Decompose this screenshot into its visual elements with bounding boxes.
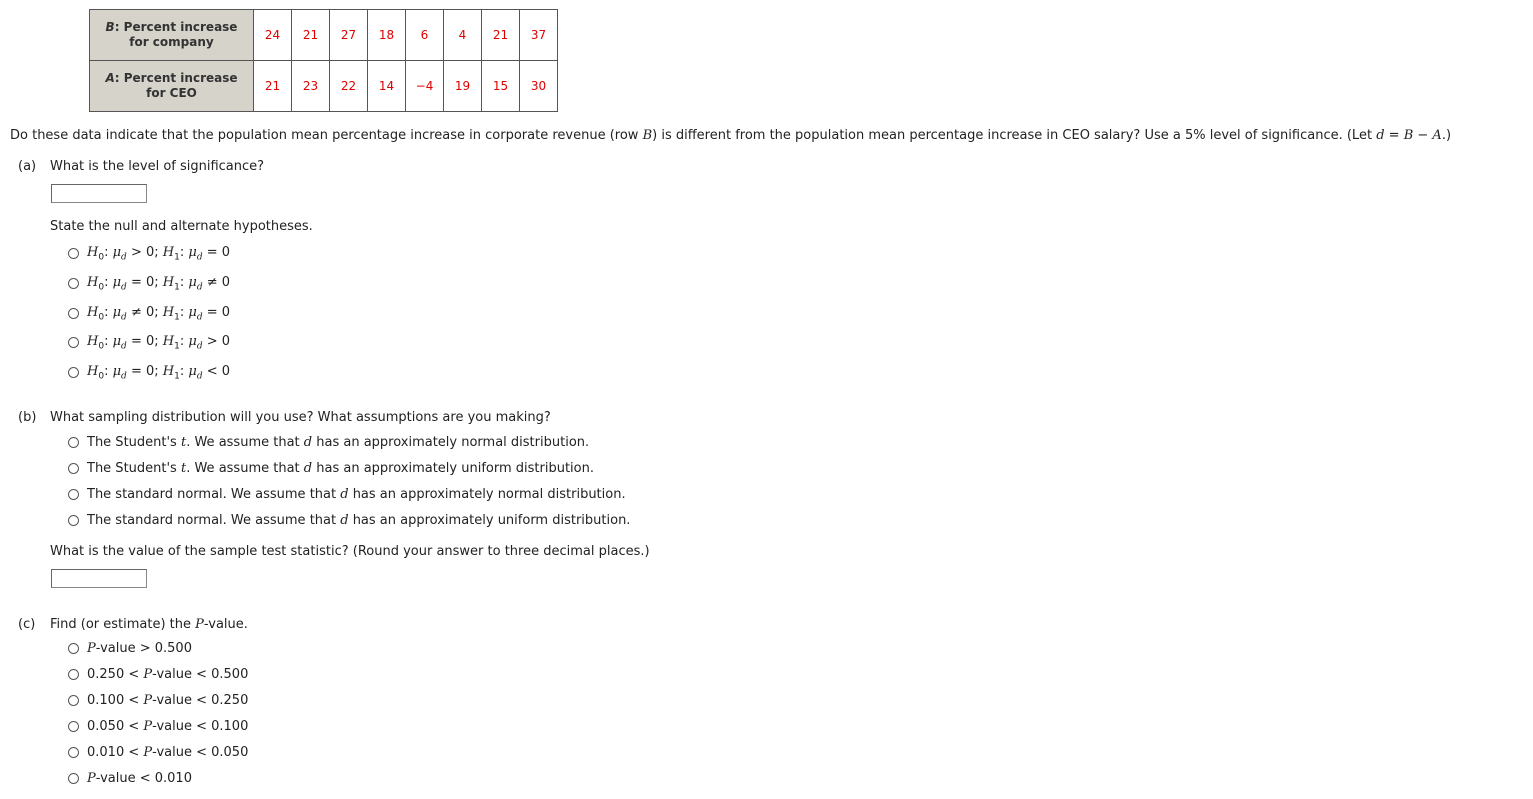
row-b-header: B: Percent increase for company	[90, 10, 254, 61]
row-b-value: 37	[520, 10, 558, 61]
distribution-text: The Student's t. We assume that d has an approximately uniform distribution.	[87, 461, 594, 476]
distribution-text: The standard normal. We assume that d has an approximately uniform distribution.	[87, 513, 631, 528]
p-value-option[interactable]	[68, 745, 248, 760]
distribution-option[interactable]	[68, 487, 626, 502]
radio-button[interactable]	[68, 773, 79, 784]
distribution-option[interactable]	[68, 435, 589, 450]
row-a-value: 21	[254, 61, 292, 112]
significance-input[interactable]	[51, 184, 147, 203]
distribution-option[interactable]	[68, 461, 594, 476]
radio-button[interactable]	[68, 463, 79, 474]
data-table	[89, 9, 558, 112]
hypothesis-text: $H_0$: $\mu_d = 0$; $H_1$: $\mu_d > 0$	[87, 334, 231, 352]
radio-button[interactable]	[68, 747, 79, 758]
row-b-value: 6	[406, 10, 444, 61]
radio-button[interactable]	[68, 278, 79, 289]
distribution-option[interactable]	[68, 513, 630, 528]
p-value-option[interactable]	[68, 719, 248, 734]
hypothesis-option[interactable]	[68, 334, 230, 352]
radio-button[interactable]	[68, 337, 79, 348]
p-value-text: P-value > 0.500	[87, 641, 192, 656]
p-value-option[interactable]	[68, 771, 192, 786]
hypothesis-option[interactable]	[68, 364, 230, 382]
radio-button[interactable]	[68, 695, 79, 706]
radio-button[interactable]	[68, 437, 79, 448]
p-value-option[interactable]	[68, 667, 248, 682]
hypothesis-text: $H_0$: $\mu_d = 0$; $H_1$: $\mu_d < 0$	[87, 364, 231, 382]
hypotheses-prompt: State the null and alternate hypotheses.	[50, 219, 313, 234]
row-a-value: 22	[330, 61, 368, 112]
hypothesis-option[interactable]	[68, 245, 230, 263]
row-a-value: 14	[368, 61, 406, 112]
radio-button[interactable]	[68, 248, 79, 259]
radio-button[interactable]	[68, 489, 79, 500]
p-value-option[interactable]	[68, 693, 248, 708]
row-b-value: 21	[292, 10, 330, 61]
part-b-prompt: (b) What sampling distribution will you use? What assumptions are you making?	[18, 410, 551, 425]
part-c-prompt: (c) Find (or estimate) the P-value.	[18, 617, 248, 632]
test-statistic-prompt: What is the value of the sample test statistic? (Round your answer to three decimal places.)	[50, 544, 650, 559]
row-a-value: −4	[406, 61, 444, 112]
part-a-prompt: (a) What is the level of significance?	[18, 159, 265, 174]
distribution-text: The Student's t. We assume that d has an approximately normal distribution.	[87, 435, 590, 450]
row-a-value: 19	[444, 61, 482, 112]
row-b-value: 21	[482, 10, 520, 61]
hypothesis-text: $H_0$: $\mu_d \ne 0$; $H_1$: $\mu_d = 0$	[87, 305, 231, 323]
radio-button[interactable]	[68, 308, 79, 319]
p-value-text: P-value < 0.010	[87, 771, 192, 786]
row-a-value: 23	[292, 61, 330, 112]
row-b-value: 4	[444, 10, 482, 61]
row-a-value: 15	[482, 61, 520, 112]
radio-button[interactable]	[68, 367, 79, 378]
radio-button[interactable]	[68, 721, 79, 732]
question-intro: Do these data indicate that the population mean percentage increase in corporate revenue (row B) is different from the population mean percentage increase in CEO salary? Use a 5% level of significance. (Let d = B − A.)	[10, 128, 1452, 143]
p-value-option[interactable]	[68, 641, 192, 656]
p-value-text: 0.250 < P-value < 0.500	[87, 667, 249, 682]
hypothesis-option[interactable]	[68, 275, 230, 293]
p-value-text: 0.100 < P-value < 0.250	[87, 693, 249, 708]
distribution-text: The standard normal. We assume that d has an approximately normal distribution.	[87, 487, 626, 502]
row-b-value: 18	[368, 10, 406, 61]
table-row-a	[90, 61, 558, 112]
test-statistic-input[interactable]	[51, 569, 147, 588]
row-a-value: 30	[520, 61, 558, 112]
hypothesis-option[interactable]	[68, 305, 230, 323]
row-b-value: 24	[254, 10, 292, 61]
row-b-value: 27	[330, 10, 368, 61]
table-row-b	[90, 10, 558, 61]
p-value-text: 0.010 < P-value < 0.050	[87, 745, 249, 760]
hypothesis-text: $H_0$: $\mu_d > 0$; $H_1$: $\mu_d = 0$	[87, 245, 231, 263]
radio-button[interactable]	[68, 643, 79, 654]
radio-button[interactable]	[68, 669, 79, 680]
radio-button[interactable]	[68, 515, 79, 526]
hypothesis-text: $H_0$: $\mu_d = 0$; $H_1$: $\mu_d \ne 0$	[87, 275, 231, 293]
p-value-text: 0.050 < P-value < 0.100	[87, 719, 249, 734]
row-a-header: A: Percent increase for CEO	[90, 61, 254, 112]
